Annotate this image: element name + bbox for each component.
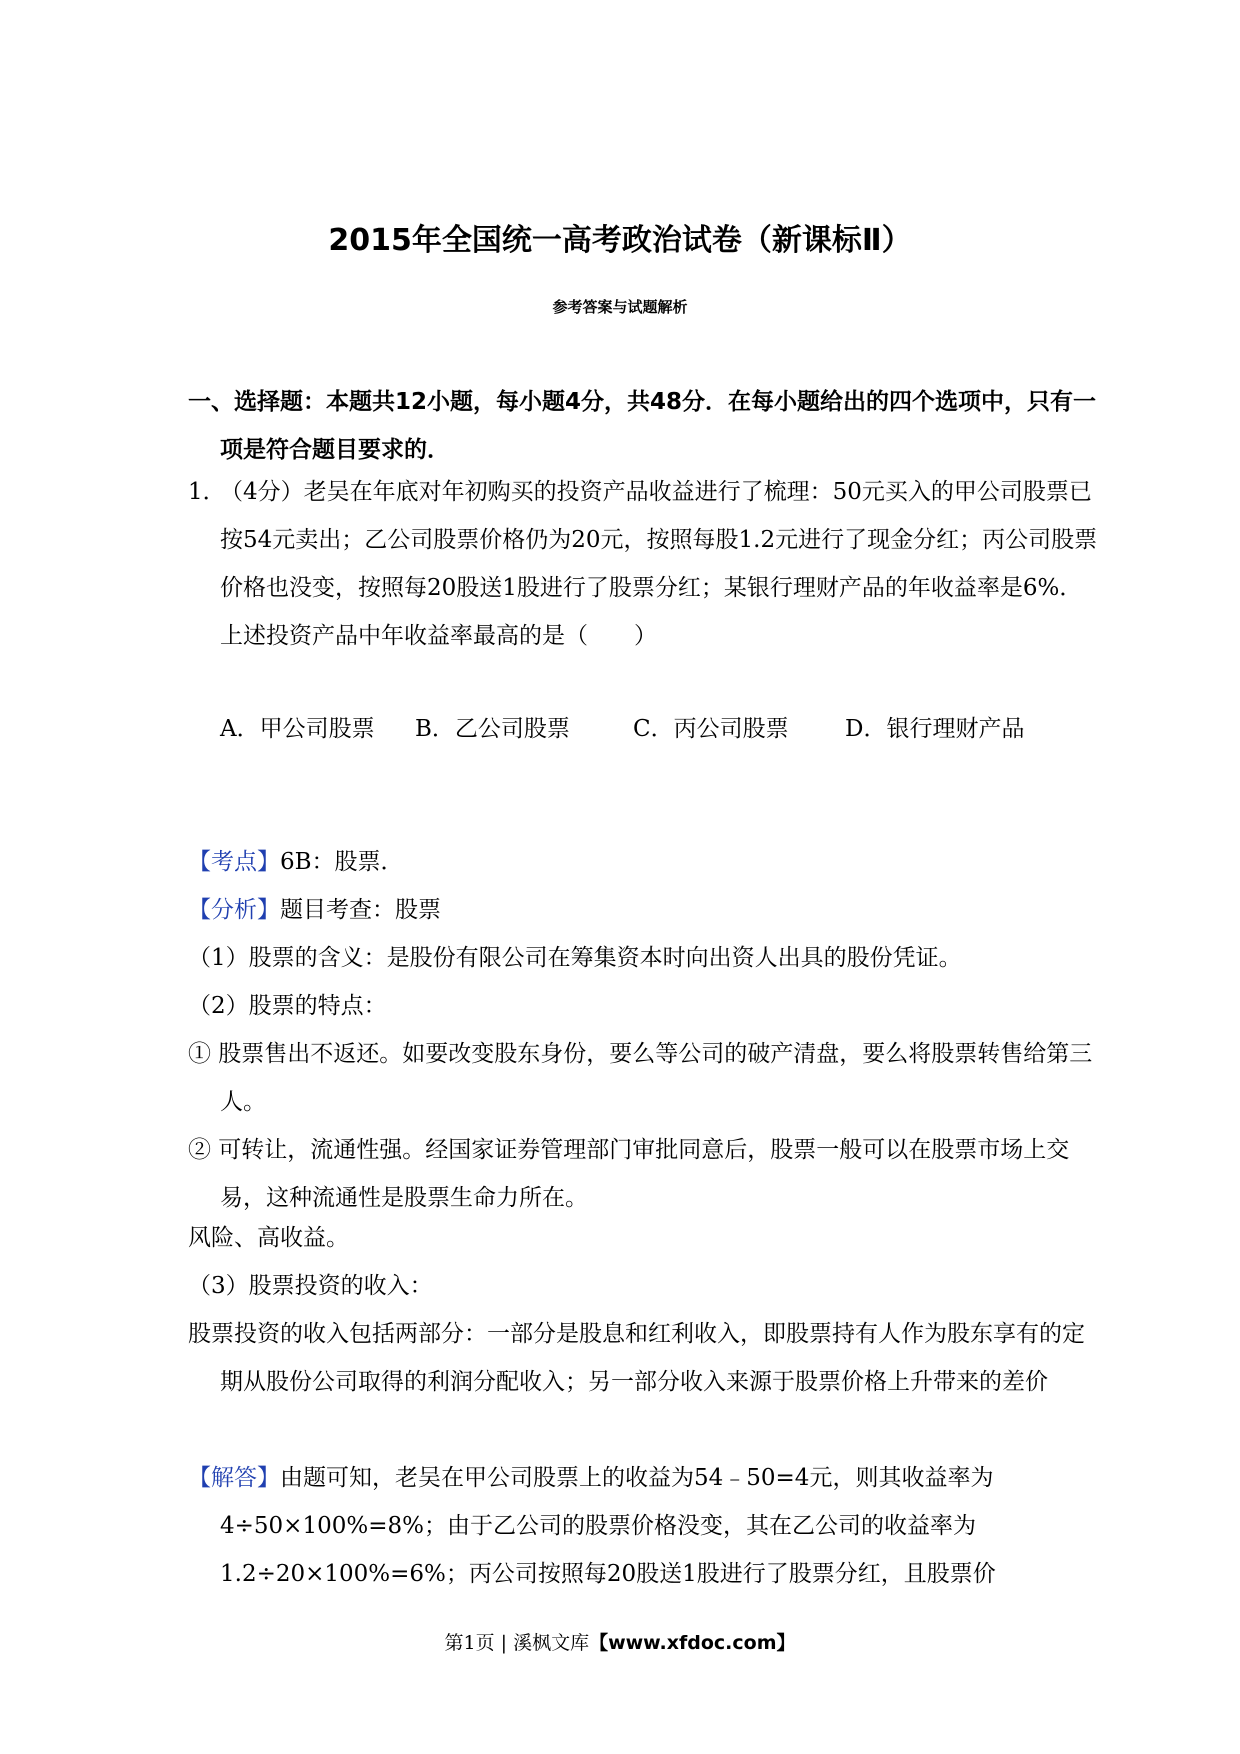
option-c: C．丙公司股票 xyxy=(633,716,789,742)
question-1-options xyxy=(220,705,1080,753)
kaodian-tag: 【考点】 xyxy=(188,849,280,875)
analysis-line-5: 风险、高收益。 xyxy=(188,1225,349,1251)
fenxi-line xyxy=(188,886,1068,934)
footer-separator: | xyxy=(494,1632,514,1654)
analysis-line-6: （3）股票投资的收入： xyxy=(188,1273,433,1299)
analysis-line-1: （1）股票的含义：是股份有限公司在筹集资本时向出资人出具的股份凭证。 xyxy=(188,945,962,971)
option-d: D．银行理财产品 xyxy=(845,716,1025,742)
page-footer xyxy=(0,1628,1240,1655)
analysis-line-3: ① 股票售出不返还。如要改变股东身份，要么等公司的破产清盘，要么将股票转售给第三人。 xyxy=(188,1041,1093,1115)
analysis-line-2: （2）股票的特点： xyxy=(188,993,387,1019)
footer-page-number: 第1页 xyxy=(444,1632,495,1654)
analysis-line-4: ② 可转让，流通性强。经国家证券管理部门审批同意后，股票一般可以在股票市场上交易，这种流通性是股票生命力所在。 xyxy=(188,1137,1070,1211)
option-b: B．乙公司股票 xyxy=(415,716,570,742)
fenxi-tag: 【分析】 xyxy=(188,897,280,923)
question-text: （4分）老吴在年底对年初购买的投资产品收益进行了梳理：50元买入的甲公司股票已按54元卖出；乙公司股票价格仍为20元，按照每股1.2元进行了现金分红；丙公司股票价格也没变，按照每20股送1股进行了股票分红；某银行理财产品的年收益率是6%．上述投资产品中年收益率最高的是（ ） xyxy=(220,479,1098,649)
section-heading: 一、选择题：本题共12小题，每小题4分，共48分．在每小题给出的四个选项中，只有一项是符合题目要求的． xyxy=(188,389,1097,463)
fenxi-text: 题目考查：股票 xyxy=(280,897,441,923)
kaodian-line xyxy=(188,838,1068,886)
analysis-line-7: 股票投资的收入包括两部分：一部分是股息和红利收入，即股票持有人作为股东享有的定期从股份公司取得的利润分配收入；另一部分收入来源于股票价格上升带来的差价 xyxy=(188,1321,1085,1395)
jieda-tag: 【解答】 xyxy=(188,1465,280,1491)
page-title: 2015年全国统一高考政治试卷（新课标Ⅱ） xyxy=(328,223,912,258)
option-a: A．甲公司股票 xyxy=(220,716,375,742)
page-subtitle: 参考答案与试题解析 xyxy=(552,298,688,316)
jieda-paragraph xyxy=(188,1454,1100,1598)
jieda-text: 由题可知，老吴在甲公司股票上的收益为54﹣50=4元，则其收益率为4÷50×100%=8%；由于乙公司的股票价格没变，其在乙公司的收益率为1.2÷20×100%=6%；丙公司按照每20股送1股进行了股票分红，且股票价 xyxy=(220,1465,996,1587)
kaodian-text: 6B：股票． xyxy=(280,849,404,875)
footer-url: 【www.xfdoc.com】 xyxy=(589,1632,796,1654)
question-1 xyxy=(188,468,1100,660)
question-number: 1． xyxy=(188,479,226,505)
footer-site-name: 溪枫文库 xyxy=(513,1632,590,1654)
